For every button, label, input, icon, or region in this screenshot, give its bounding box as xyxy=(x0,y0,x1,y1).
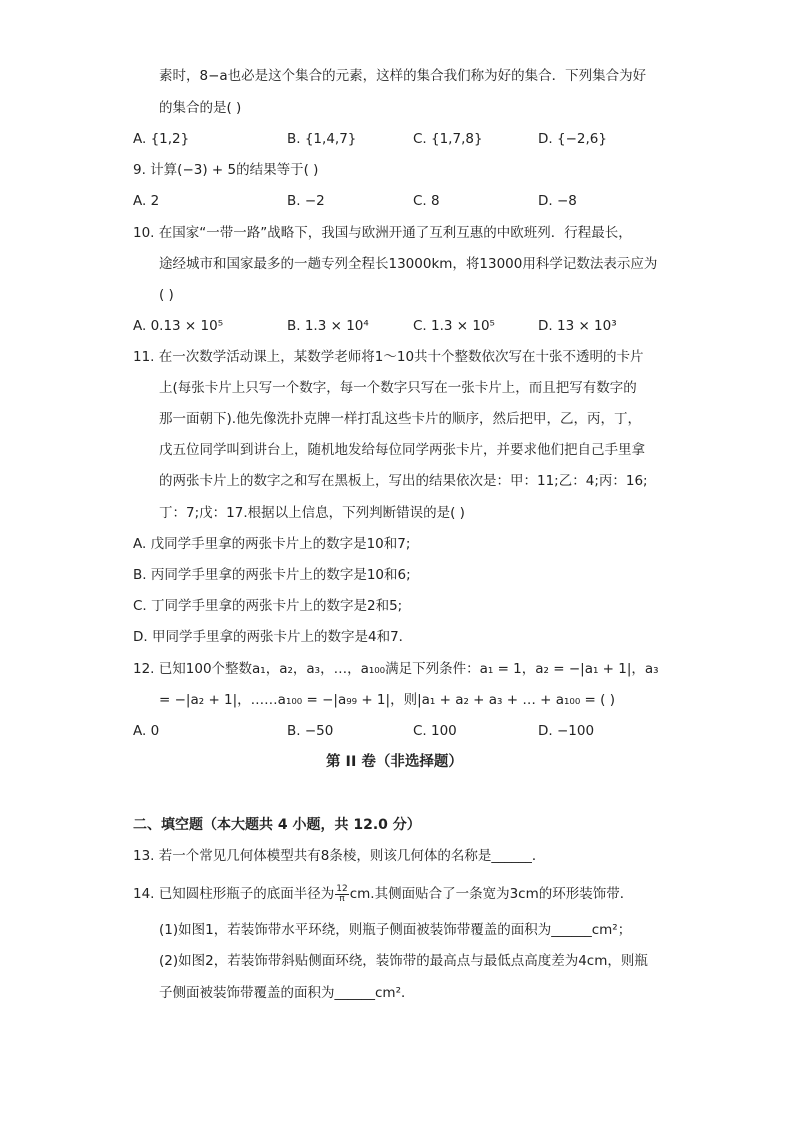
q12-option-d: D. −100 xyxy=(538,723,595,739)
q12-option-c: C. 100 xyxy=(413,723,457,739)
q12-stem-line-1: 12. 已知100个整数a₁，a₂，a₃，…，a₁₀₀满足下列条件：a₁ = 1，a₂ = −|a₁ + 1|，a₃ xyxy=(133,661,659,677)
q11-option-c: C. 丁同学手里拿的两张卡片上的数字是2和5; xyxy=(133,598,403,614)
q10-stem-line-1: 10. 在国家“一带一路”战略下，我国与欧洲开通了互利互惠的中欧班列．行程最长， xyxy=(133,225,632,241)
part-two-title: 第 II 卷（非选择题） xyxy=(326,754,463,770)
q14-stem-start: 14. 已知圆柱形瓶子的底面半径为 xyxy=(133,886,335,902)
q14-radius-fraction xyxy=(335,885,348,904)
q14-stem xyxy=(133,884,633,904)
q9-option-d: D. −8 xyxy=(538,193,577,209)
q11-option-a: A. 戊同学手里拿的两张卡片上的数字是10和7; xyxy=(133,536,411,552)
q14-subquestion-2-line-1: (2)如图2，若装饰带斜贴侧面环绕，装饰带的最高点与最低点高度差为4cm，则瓶 xyxy=(159,953,648,969)
q8-option-c: C. {1,7,8} xyxy=(413,131,483,147)
q11-option-b: B. 丙同学手里拿的两张卡片上的数字是10和6; xyxy=(133,567,411,583)
q12-stem-line-2: = −|a₂ + 1|，……a₁₀₀ = −|a₉₉ + 1|，则|a₁ + a₂ + a₃ + … + a₁₀₀ = ( ) xyxy=(159,692,615,708)
q10-option-a: A. 0.13 × 10⁵ xyxy=(133,318,224,334)
fill-in-section-title: 二、填空题（本大题共 4 小题，共 12.0 分） xyxy=(133,817,421,833)
q11-stem-line-6: 丁：7;戊：17.根据以上信息，下列判断错误的是( ) xyxy=(159,505,465,521)
q11-option-d: D. 甲同学手里拿的两张卡片上的数字是4和7． xyxy=(133,629,413,645)
q12-option-a: A. 0 xyxy=(133,723,160,739)
q12-option-b: B. −50 xyxy=(287,723,334,739)
q8-option-a: A. {1,2} xyxy=(133,131,190,147)
q8-continuation-line-1: 素时，8−a也必是这个集合的元素，这样的集合我们称为好的集合．下列集合为好 xyxy=(159,68,647,84)
q10-stem-line-3: ( ) xyxy=(159,287,174,303)
q11-stem-line-3: 那一面朝下).他先像洗扑克牌一样打乱这些卡片的顺序，然后把甲，乙，丙，丁， xyxy=(159,411,642,427)
q11-stem-line-2: 上(每张卡片上只写一个数字，每一个数字只写在一张卡片上，而且把写有数字的 xyxy=(159,380,637,396)
q10-option-d: D. 13 × 10³ xyxy=(538,318,617,334)
q10-stem-line-2: 途经城市和国家最多的一趟专列全程长13000km，将13000用科学记数法表示应为 xyxy=(159,256,658,272)
q14-fraction-numerator: 12 xyxy=(336,883,348,894)
q11-stem-line-4: 戊五位同学叫到讲台上，随机地发给每位同学两张卡片，并要求他们把自己手里拿 xyxy=(159,442,645,458)
q8-continuation-line-2: 的集合的是( ) xyxy=(159,100,242,116)
q9-stem: 9. 计算(−3) + 5的结果等于( ) xyxy=(133,162,319,178)
q14-stem-end: cm.其侧面贴合了一条宽为3cm的环形装饰带． xyxy=(349,886,634,902)
q14-fraction-denominator: π xyxy=(339,893,345,904)
q10-option-c: C. 1.3 × 10⁵ xyxy=(413,318,495,334)
q14-subquestion-2-line-2: 子侧面被装饰带覆盖的面积为______cm²． xyxy=(159,985,415,1001)
q13-stem: 13. 若一个常见几何体模型共有8条棱，则该几何体的名称是______． xyxy=(133,848,546,864)
q11-stem-line-1: 11. 在一次数学活动课上，某数学老师将1～10共十个整数依次写在十张不透明的卡片 xyxy=(133,349,644,365)
q14-subquestion-1: (1)如图1，若装饰带水平环绕，则瓶子侧面被装饰带覆盖的面积为______cm²； xyxy=(159,922,632,938)
q11-stem-line-5: 的两张卡片上的数字之和写在黑板上，写出的结果依次是：甲：11;乙：4;丙：16; xyxy=(159,473,648,489)
q9-option-a: A. 2 xyxy=(133,193,160,209)
q9-option-b: B. −2 xyxy=(287,193,325,209)
q8-option-d: D. {−2,6} xyxy=(538,131,607,147)
q9-option-c: C. 8 xyxy=(413,193,440,209)
q8-option-b: B. {1,4,7} xyxy=(287,131,357,147)
q10-option-b: B. 1.3 × 10⁴ xyxy=(287,318,369,334)
